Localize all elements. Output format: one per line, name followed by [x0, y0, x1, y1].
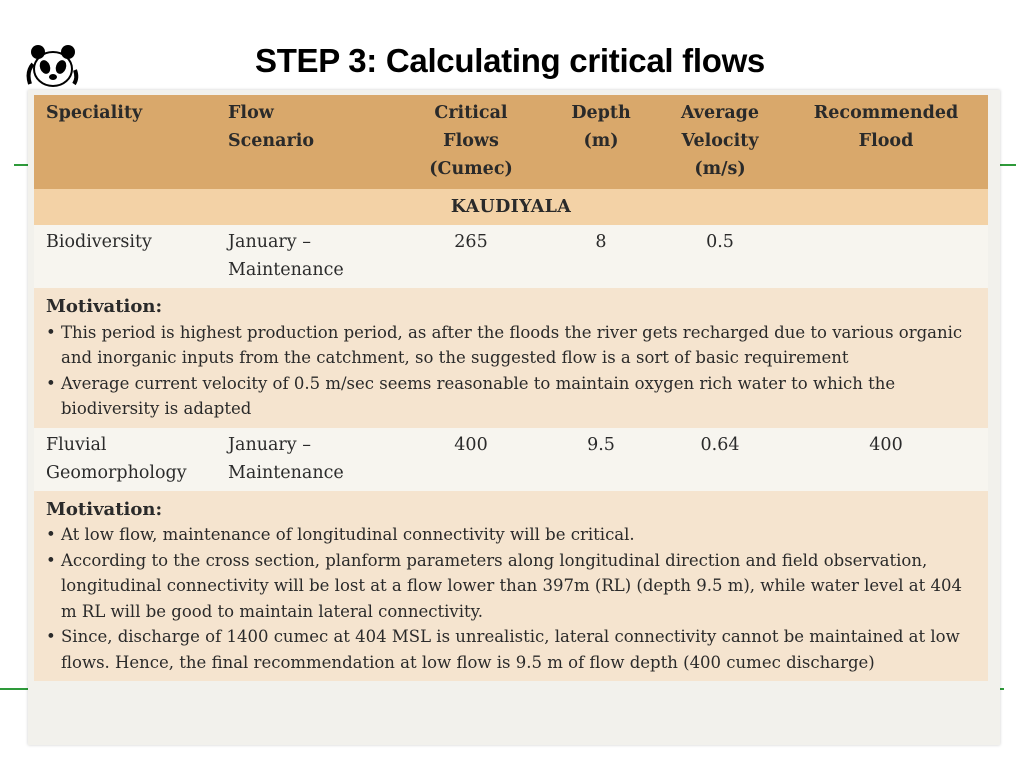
- motivation-heading: Motivation:: [46, 296, 163, 317]
- motivation-item: • Average current velocity of 0.5 m/sec seems reasonable to maintain oxygen rich water to which the biodiversity is adapted: [46, 371, 976, 422]
- cell-velocity: 0.64: [656, 428, 784, 491]
- section-row: [34, 189, 988, 225]
- header-average-velocity: Average Velocity (m/s): [656, 95, 784, 189]
- page-title: STEP 3: Calculating critical flows: [254, 42, 765, 79]
- table-row: [34, 428, 988, 491]
- cell-critical-flows: 265: [396, 225, 546, 288]
- critical-flows-table: [34, 95, 988, 681]
- motivation-item: • According to the cross section, planform parameters along longitudinal direction and field observation, longitudinal connectivity will be lost at a flow lower than 397m (RL) (depth 9.5 m), while water level at 404 m RL will be good to maintain lateral connectivity.: [46, 548, 976, 625]
- table-row: [34, 225, 988, 288]
- cell-velocity: 0.5: [656, 225, 784, 288]
- motivation-row: [34, 491, 988, 682]
- header-depth: Depth (m): [546, 95, 656, 189]
- header-critical-flows: Critical Flows (Cumec): [396, 95, 546, 189]
- divider-line: [1000, 164, 1016, 166]
- cell-recommended: [784, 225, 988, 288]
- cell-depth: 9.5: [546, 428, 656, 491]
- header-speciality: Speciality: [34, 95, 216, 189]
- cell-scenario: January – Maintenance: [216, 225, 396, 288]
- motivation-cell: [34, 288, 988, 428]
- cell-critical-flows: 400: [396, 428, 546, 491]
- motivation-item: • At low flow, maintenance of longitudinal connectivity will be critical.: [46, 522, 976, 548]
- motivation-heading: Motivation:: [46, 498, 163, 520]
- divider-line: [1000, 688, 1004, 690]
- divider-line: [0, 688, 30, 690]
- section-label: KAUDIYALA: [34, 189, 988, 225]
- cell-speciality: Fluvial Geomorphology: [34, 428, 216, 491]
- table-header-row: [34, 95, 988, 189]
- motivation-list: [46, 320, 976, 422]
- motivation-list: [46, 522, 976, 675]
- cell-depth: 8: [546, 225, 656, 288]
- header-flow-scenario: Flow Scenario: [216, 95, 396, 189]
- cell-scenario: January – Maintenance: [216, 428, 396, 491]
- header-recommended-flood: Recommended Flood: [784, 95, 988, 189]
- flows-table-panel: [28, 90, 1000, 745]
- motivation-item: • This period is highest production period, as after the floods the river gets recharged due to various organic and inorganic inputs from the catchment, so the suggested flow is a sort of basic requirement: [46, 320, 976, 371]
- cell-recommended: 400: [784, 428, 988, 491]
- motivation-cell: [34, 491, 988, 682]
- motivation-row: [34, 288, 988, 428]
- motivation-item: • Since, discharge of 1400 cumec at 404 MSL is unrealistic, lateral connectivity cannot be maintained at low flows. Hence, the final recommendation at low flow is 9.5 m of flow depth (400 cumec discharge): [46, 624, 976, 675]
- cell-speciality: Biodiversity: [34, 225, 216, 288]
